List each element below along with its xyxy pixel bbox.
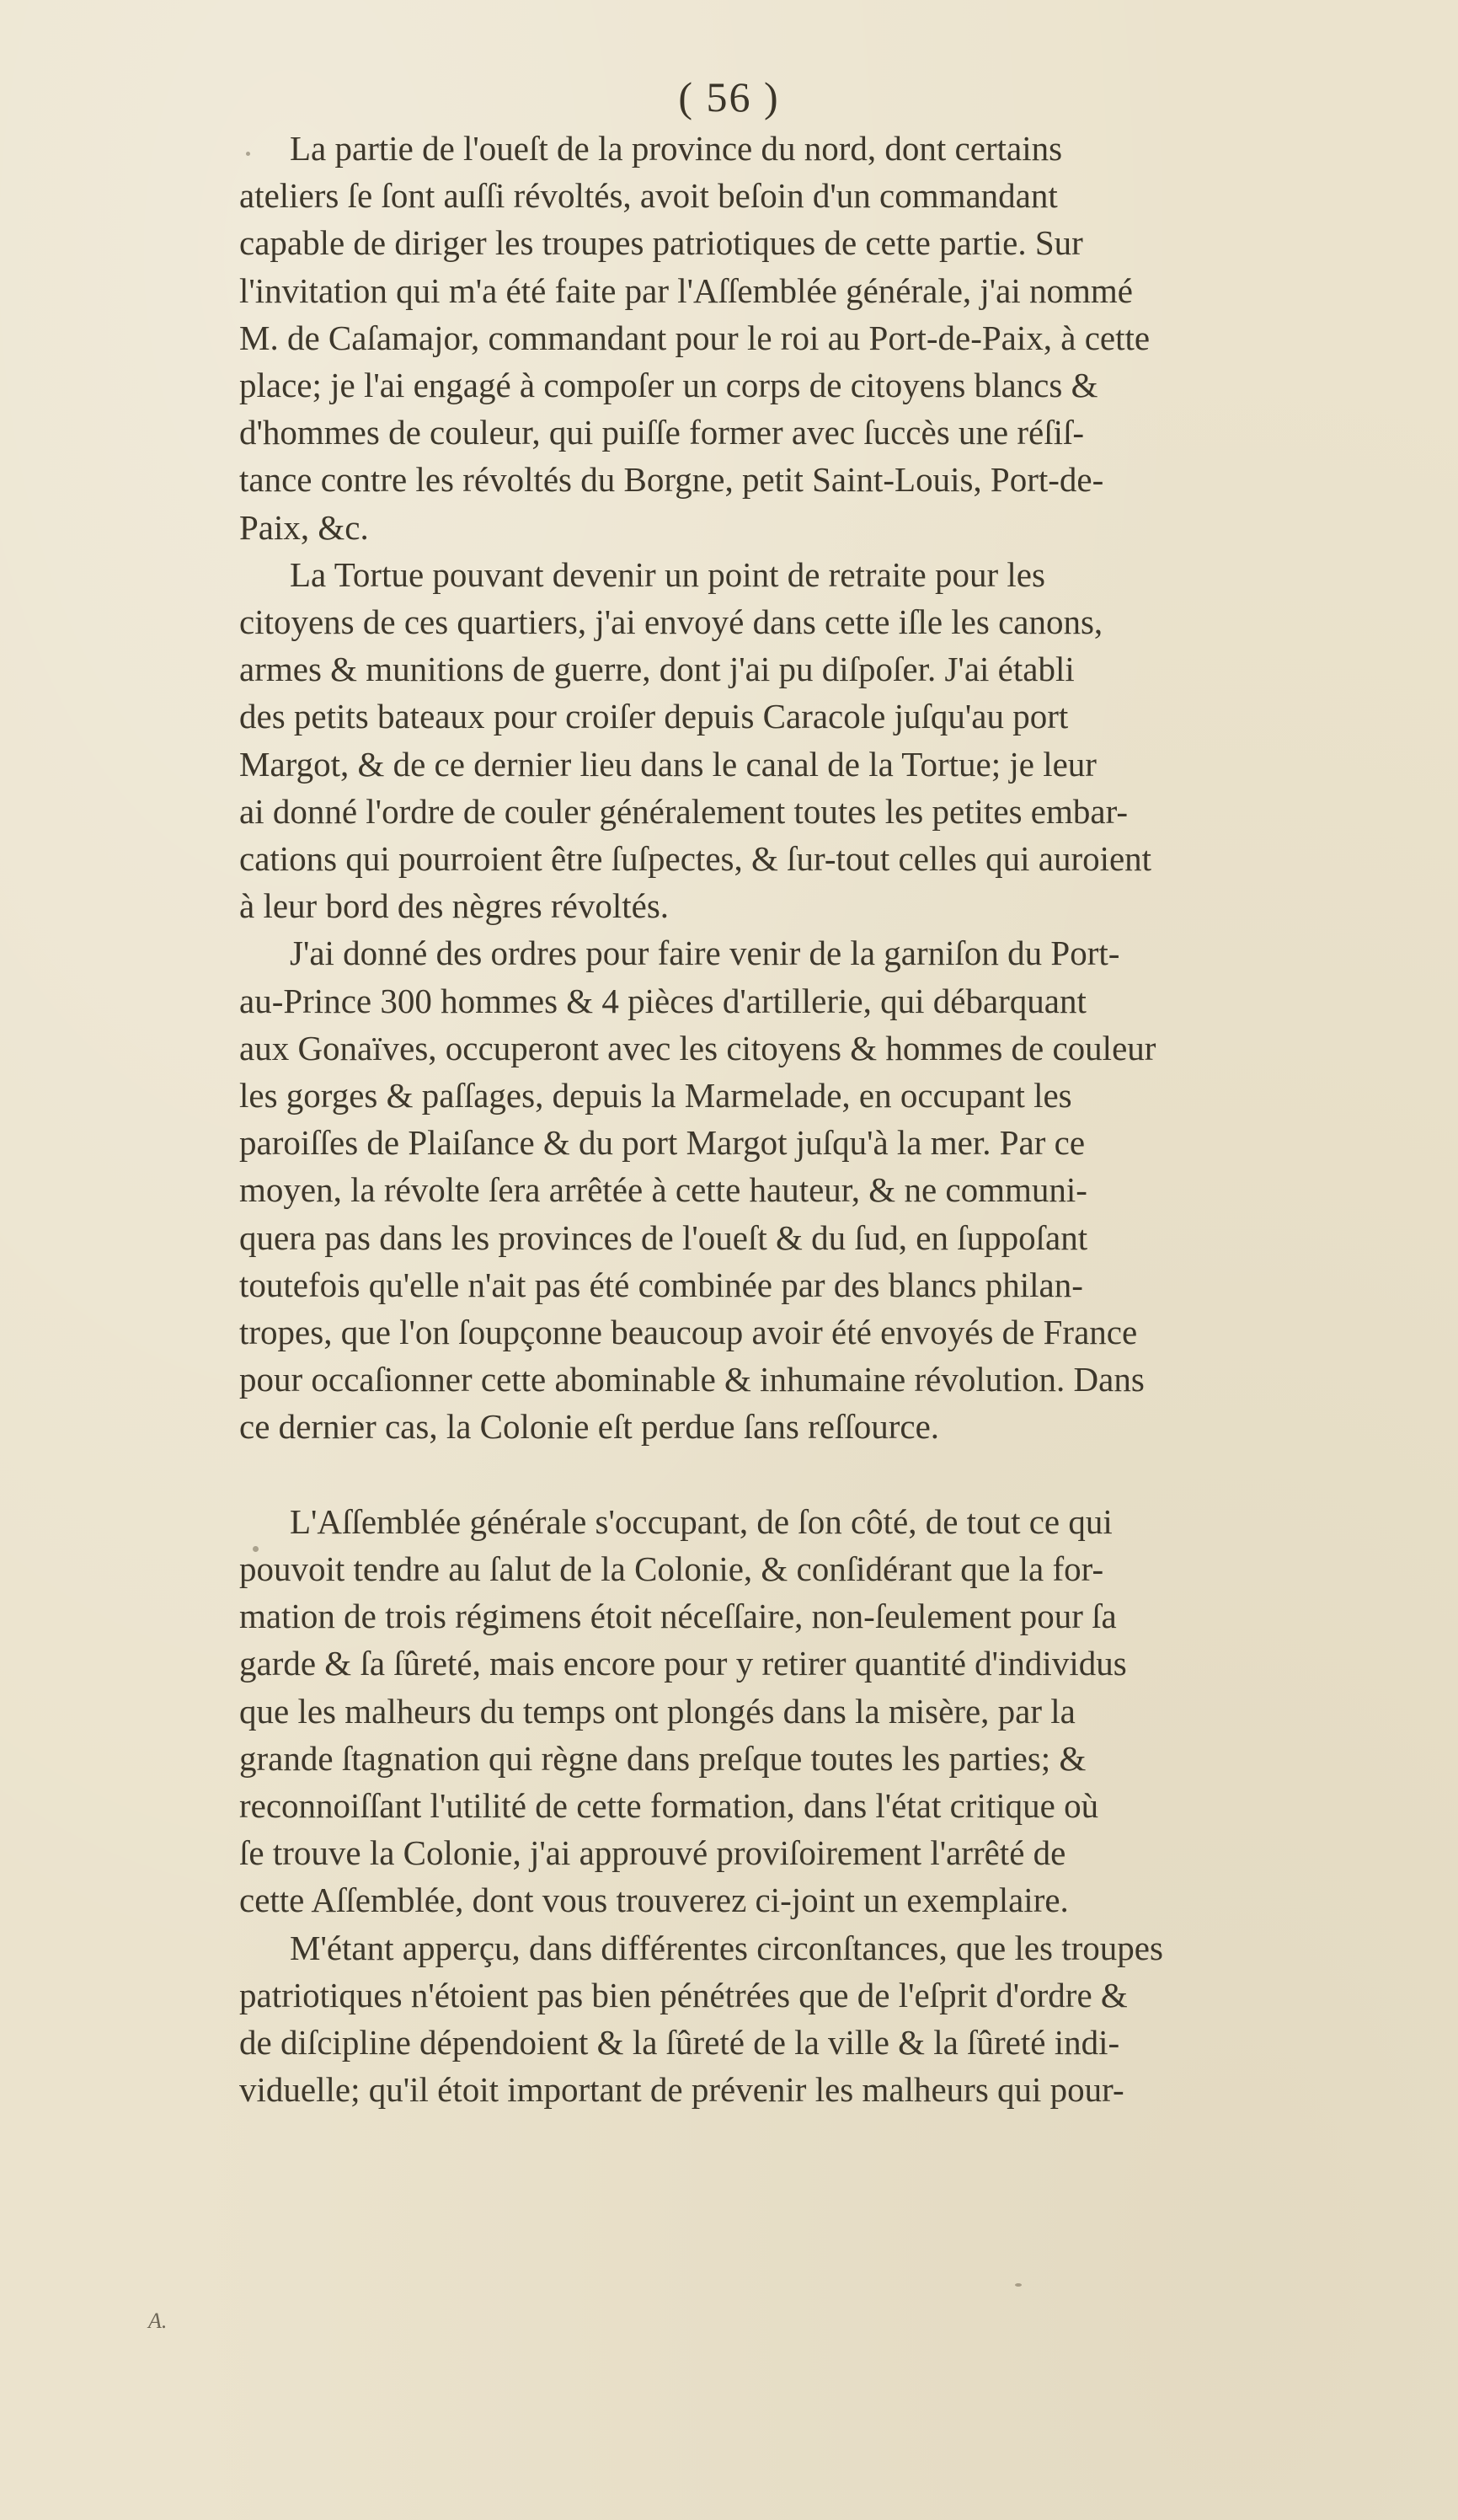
paragraph-gap: [239, 1451, 1444, 1498]
marginal-note: A.: [148, 2309, 168, 2333]
paragraph-la-tortue: La Tortue pouvant devenir un point de retraite pour les citoyens de ces quartiers, j'ai envoyé dans cette iſle les canons, armes & munitions de guerre, dont j'ai pu diſpoſer. J'ai établi des petits bateaux pour croiſer depuis Caracole juſqu'au port Margot, & de ce dernier lieu dans le canal de la Tortue; je leur ai donné l'ordre de couler généralement toutes les petites embar- cations qui pourroient être ſuſpectes, & ſur-tout celles qui auroient à leur bord des nègres révoltés.: [239, 554, 1152, 926]
ink-speck: [253, 1546, 259, 1552]
ink-speck: [246, 152, 250, 156]
paragraph-troupes-patriotiques: M'étant apperçu, dans différentes circonſtances, que les troupes patriotiques n'étoient pas bien pénétrées que de l'eſprit d'ordre & de diſcipline dépendoient & la ſûreté de la ville & la ſûreté indi- viduelle; qu'il étoit important de prévenir les malheurs qui pour-: [239, 1928, 1163, 2110]
paragraph-oueſt-du-nord: La partie de l'oueſt de la province du nord, dont certains ateliers ſe ſont auſſi révoltés, avoit beſoin d'un commandant capable de diriger les troupes patriotiques de cette partie. Sur l'invitation qui m'a été faite par l'Aſſemblée générale, j'ai nommé M. de Caſamajor, commandant pour le roi au Port-de-Paix, à cette place; je l'ai engagé à compoſer un corps de citoyens blancs & d'hommes de couleur, qui puiſſe former avec ſuccès une réſiſ- tance contre les révoltés du Borgne, petit Saint-Louis, Port-de- Paix, &c.: [239, 129, 1151, 547]
paragraph-garniſon-port-au-prince: J'ai donné des ordres pour faire venir de la garniſon du Port- au-Prince 300 hommes & 4 pièces d'artillerie, qui débarquant aux Gonaïves, occuperont avec les citoyens & hommes de couleur les gorges & paſſages, depuis la Marmelade, en occupant les paroiſſes de Plaiſance & du port Margot juſqu'à la mer. Par ce moyen, la révolte ſera arrêtée à cette hauteur, & ne communi- quera pas dans les provinces de l'oueſt & du ſud, en ſuppoſant toutefois qu'elle n'ait pas été combinée par des blancs philan- tropes, que l'on ſoupçonne beaucoup avoir été envoyés de France pour occaſionner cette abominable & inhumaine révolution. Dans ce dernier cas, la Colonie eſt perdue ſans reſſource.: [239, 934, 1156, 1447]
paragraph-aſſemblee-generale: L'Aſſemblée générale s'occupant, de ſon côté, de tout ce qui pouvoit tendre au ſalut de la Colonie, & conſidérant que la for- mation de trois régimens étoit néceſſaire, non-ſeulement pour ſa garde & ſa ſûreté, mais encore pour y retirer quantité d'individus que les malheurs du temps ont plongés dans la misère, par la grande ſtagnation qui règne dans preſque toutes les parties; & reconnoiſſant l'utilité de cette formation, dans l'état critique où ſe trouve la Colonie, j'ai approuvé proviſoirement l'arrêté de cette Aſſemblée, dont vous trouverez ci-joint un exemplaire.: [239, 1501, 1127, 1920]
ink-speck: [1015, 2283, 1022, 2287]
body-text: [239, 125, 1444, 2113]
page-number: ( 56 ): [678, 73, 780, 120]
